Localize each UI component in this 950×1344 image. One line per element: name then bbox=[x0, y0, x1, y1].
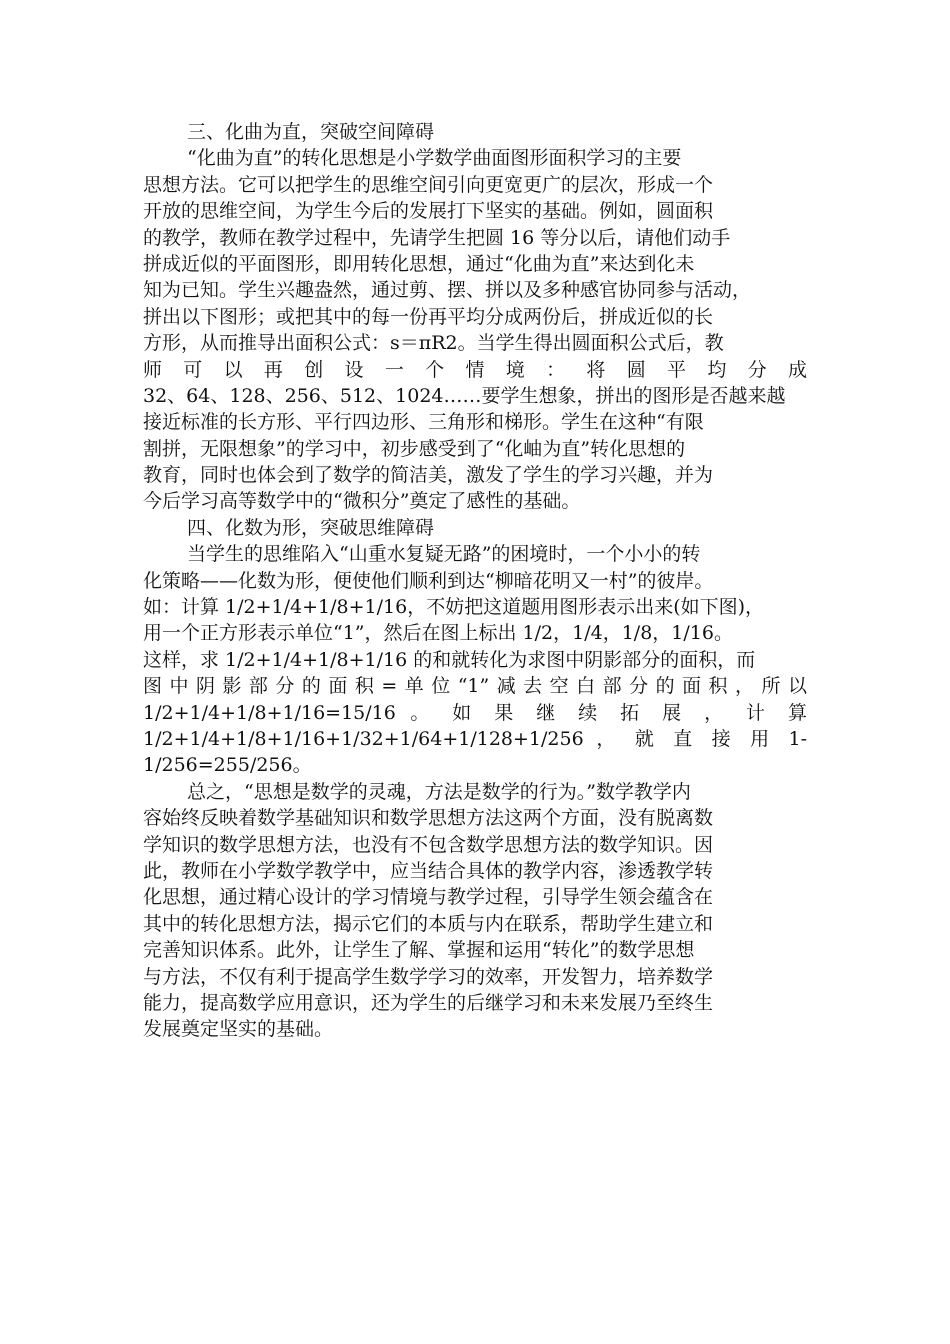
paragraph-line: 方形，从而推导出面积公式：s＝πR2。当学生得出圆面积公式后，教 bbox=[143, 332, 724, 355]
paragraph-line: 用一个正方形表示单位“1”，然后在图上标出 1/2，1/4，1/8，1/16。 bbox=[143, 622, 733, 645]
paragraph-line: 这样，求 1/2+1/4+1/8+1/16 的和就转化为求图中阴影部分的面积，而 bbox=[143, 648, 756, 671]
paragraph-line: 学知识的数学思想方法，也没有不包含数学思想方法的数学知识。因 bbox=[143, 833, 714, 856]
section-heading: 三、化曲为直，突破空间障碍 bbox=[187, 121, 435, 143]
paragraph-line: 的教学，教师在教学过程中，先请学生把圆 16 等分以后，请他们动手 bbox=[143, 226, 731, 249]
paragraph-line: 开放的思维空间，为学生今后的发展打下坚实的基础。例如，圆面积 bbox=[143, 200, 714, 223]
paragraph-line: 图中阴影部分的面积=单位“1”减去空白部分的面积，所以 bbox=[143, 675, 807, 698]
paragraph-line: 接近标准的长方形、平行四边形、三角形和梯形。学生在这种“有限 bbox=[143, 411, 704, 434]
paragraph-line: 1/2+1/4+1/8+1/16=15/16 。 如 果 继 续 拓 展 ， 计 算 bbox=[143, 701, 807, 724]
paragraph-line: 与方法，不仅有利于提高学生数学学习的效率，开发智力，培养数学 bbox=[143, 965, 714, 988]
paragraph-line: 完善知识体系。此外，让学生了解、掌握和运用“转化”的数学思想 bbox=[143, 939, 695, 962]
document-body bbox=[143, 119, 807, 1043]
paragraph-line: 容始终反映着数学基础知识和数学思想方法这两个方面，没有脱离数 bbox=[143, 807, 714, 830]
paragraph-line: 思想方法。它可以把学生的思维空间引向更宽更广的层次，形成一个 bbox=[143, 173, 714, 196]
paragraph-line: 知为已知。学生兴趣盎然，通过剪、摆、拼以及多种感官协同参与活动， bbox=[143, 279, 752, 302]
paragraph-line: 1/256=255/256。 bbox=[143, 754, 312, 777]
paragraph-line: 如：计算 1/2+1/4+1/8+1/16，不妨把这道题用图形表示出来(如下图)， bbox=[143, 596, 765, 619]
paragraph-line: 今后学习高等数学中的“微积分”奠定了感性的基础。 bbox=[143, 490, 581, 513]
section-heading: 四、化数为形，突破思维障碍 bbox=[187, 516, 435, 539]
paragraph-line: 化思想，通过精心设计的学习情境与教学过程，引导学生领会蕴含在 bbox=[143, 886, 714, 909]
paragraph-line: 化策略——化数为形，便使他们顺利到达“柳暗花明又一村”的彼岸。 bbox=[143, 569, 714, 592]
paragraph-line: 当学生的思维陷入“山重水复疑无路”的困境时，一个小小的转 bbox=[187, 543, 701, 566]
paragraph-line: 发展奠定坚实的基础。 bbox=[143, 1018, 334, 1041]
paragraph-line: 1/2+1/4+1/8+1/16+1/32+1/64+1/128+1/256 ， 就 直 接 用 1- bbox=[143, 727, 807, 750]
paragraph-line: 拼成近似的平面图形，即用转化思想，通过“化曲为直”来达到化未 bbox=[143, 252, 695, 275]
paragraph-line: 拼出以下图形；或把其中的每一份再平均分成两份后，拼成近似的长 bbox=[143, 305, 714, 328]
paragraph-line: 教育，同时也体会到了数学的简洁美，激发了学生的学习兴趣，并为 bbox=[143, 464, 714, 487]
paragraph-line: 能力，提高数学应用意识，还为学生的后继学习和未来发展乃至终生 bbox=[143, 991, 714, 1014]
paragraph-line: 32、64、128、256、512、1024……要学生想象，拼出的图形是否越来越 bbox=[143, 384, 786, 407]
paragraph-line: “化曲为直”的转化思想是小学数学曲面图形面积学习的主要 bbox=[187, 147, 682, 170]
paragraph-line: 割拼，无限想象”的学习中，初步感受到了“化岫为直”转化思想的 bbox=[143, 437, 686, 460]
paragraph-line: 师 可 以 再 创 设 一 个 情 境 ： 将 圆 平 均 分 成 bbox=[143, 358, 807, 381]
paragraph-line: 其中的转化思想方法，揭示它们的本质与内在联系，帮助学生建立和 bbox=[143, 912, 714, 935]
paragraph-line: 此，教师在小学数学教学中，应当结合具体的教学内容，渗透教学转 bbox=[143, 859, 714, 882]
paragraph-line: 总之，“思想是数学的灵魂，方法是数学的行为。”数学教学内 bbox=[187, 780, 691, 803]
